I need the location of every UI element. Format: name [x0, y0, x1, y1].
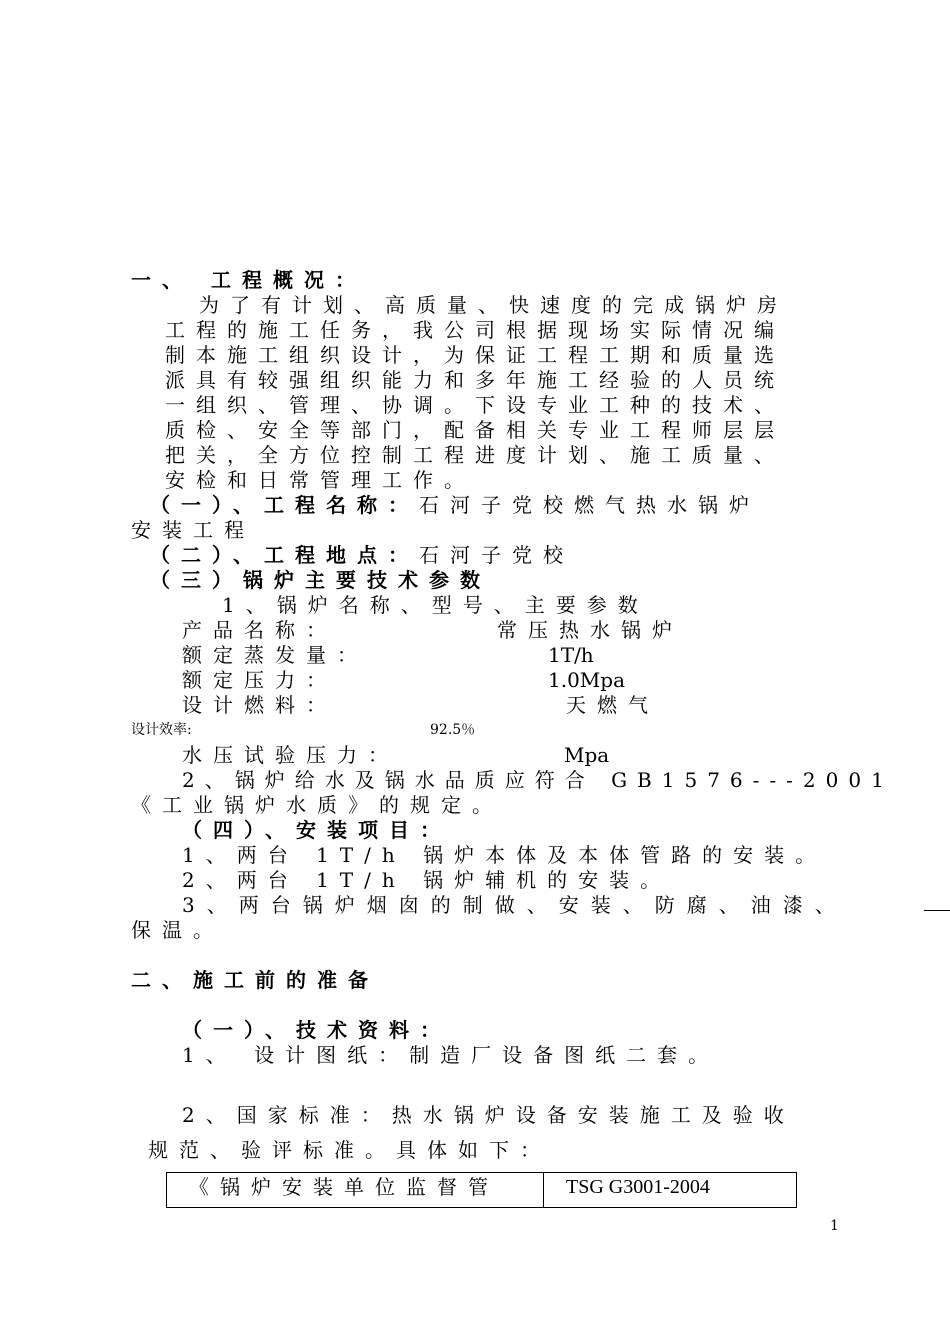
project-site-value: 石河子党校 — [419, 543, 574, 567]
params-sub: 1、锅炉名称、型号、主要参数 — [222, 593, 649, 617]
param-label: 产品名称： — [182, 618, 337, 642]
tech-item: 1、 设计图纸：制造厂设备图纸二套。 — [182, 1043, 720, 1067]
param-label: 设计燃料： — [182, 693, 337, 717]
page-number: 1 — [830, 1218, 839, 1234]
project-site-label: （二）、工程地点： — [150, 543, 419, 567]
project-name-value: 石河子党校燃气热水锅炉 — [419, 493, 760, 517]
intro-line: 工程的施工任务，我公司根据现场实际情况编 — [165, 318, 785, 342]
standards-table — [166, 1172, 797, 1208]
params-heading: （三）锅炉主要技术参数 — [150, 568, 491, 592]
param-value: 天燃气 — [566, 693, 659, 717]
intro-line: 制本施工组织设计，为保证工程工期和质量选 — [165, 343, 785, 367]
tech-heading: （一）、技术资料： — [182, 1018, 451, 1042]
intro-line: 一组织、管理、协调。下设专业工种的技术、 — [165, 393, 785, 417]
tech-item: 2、国家标准：热水锅炉设备安装施工及验收 — [182, 1103, 795, 1127]
intro-line: 把关，全方位控制工程进度计划、施工质量、 — [165, 443, 785, 467]
project-site — [150, 543, 574, 568]
project-name-label: （一）、工程名称： — [150, 493, 419, 517]
install-heading: （四）、安装项目： — [182, 818, 451, 842]
install-cont: 保温。 — [131, 918, 224, 942]
standard-code-cell: TSG G3001-2004 — [544, 1173, 797, 1208]
efficiency-value: 92.5％ — [430, 722, 476, 738]
intro-line: 派具有较强组织能力和多年施工经验的人员统 — [165, 368, 785, 392]
project-name — [150, 493, 760, 518]
water-quality-line: 《工业锅炉水质》的规定。 — [131, 793, 503, 817]
section-heading-1: 一、 工程概况： — [131, 268, 366, 292]
param-value: 1T/h — [548, 643, 594, 667]
table-row — [167, 1173, 797, 1208]
install-item: 1、两台 1T/h 锅炉本体及本体管路的安装。 — [182, 843, 827, 867]
intro-line: 为了有计划、高质量、快速度的完成锅炉房 — [199, 293, 788, 317]
project-name-cont: 安装工程 — [131, 518, 255, 542]
section-heading-2: 二、施工前的准备 — [131, 968, 379, 992]
efficiency-label: 设计效率: — [131, 722, 192, 738]
tech-item-cont: 规范、验评标准。具体如下： — [148, 1138, 551, 1162]
install-item: 3、两台锅炉烟囱的制做、安装、防腐、油漆、 — [182, 893, 847, 917]
param-value: 1.0Mpa — [548, 668, 626, 692]
water-quality-line: 2、锅炉给水及锅水品质应符合 GB1576---2001 — [182, 768, 894, 792]
param-label: 额定压力： — [182, 668, 337, 692]
test-value: Mpa — [564, 743, 610, 767]
intro-line: 安检和日常管理工作。 — [165, 468, 475, 492]
standard-name-cell: 《锅炉安装单位监督管 — [167, 1173, 544, 1208]
param-value: 常压热水锅炉 — [497, 618, 683, 642]
margin-dash — [924, 910, 950, 911]
param-label: 额定蒸发量： — [182, 643, 368, 667]
test-label: 水压试验压力： — [182, 743, 399, 767]
install-item: 2、两台 1T/h 锅炉辅机的安装。 — [182, 868, 672, 892]
intro-line: 质检、安全等部门，配备相关专业工程师层层 — [165, 418, 785, 442]
